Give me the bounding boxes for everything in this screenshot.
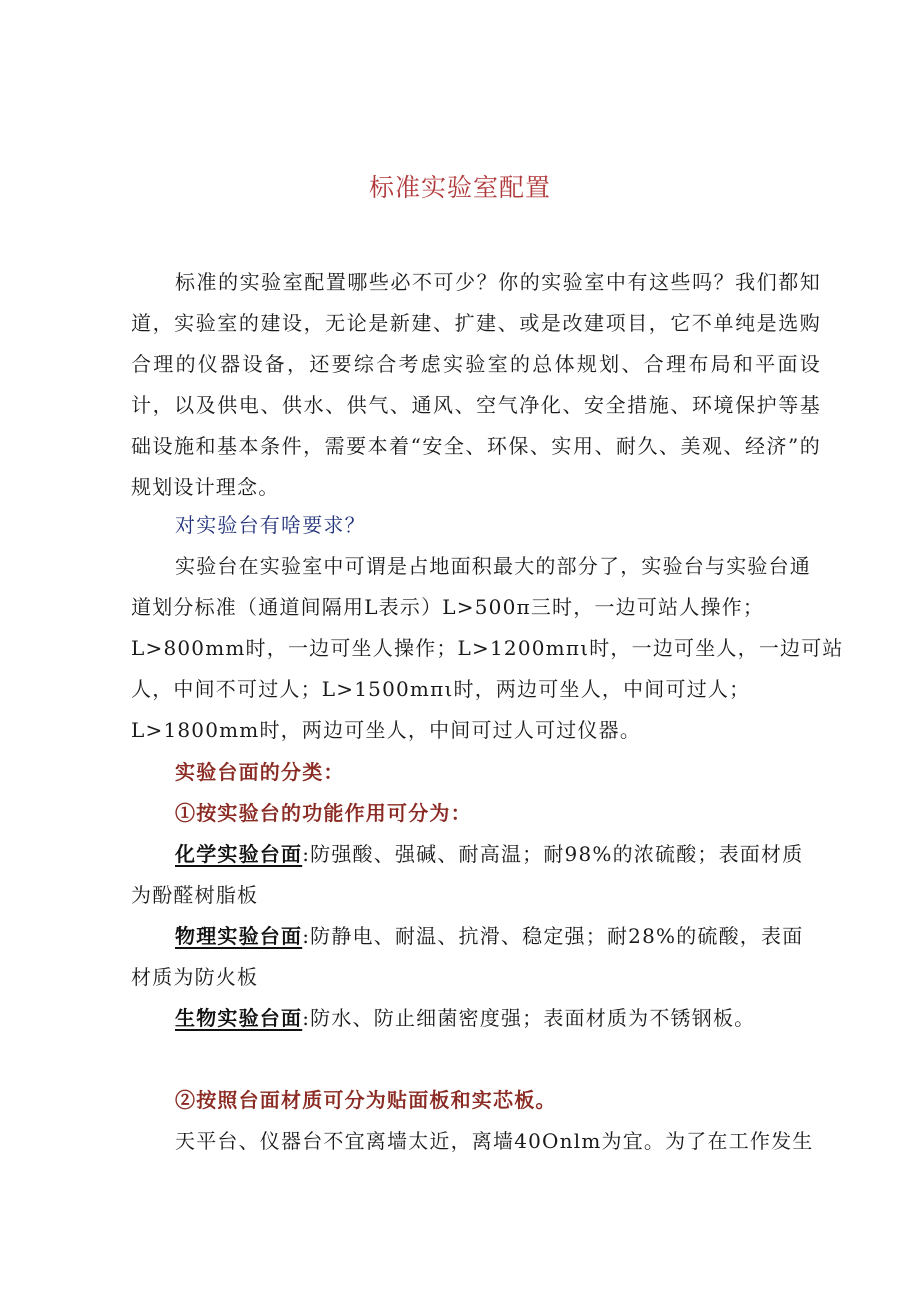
workbench-line-5: L>1800mm时，两边可坐人，中间可过人可过仪器。 [131,718,642,742]
subheading-by-material: ②按照台面材质可分为贴面板和实芯板。 [175,1088,557,1112]
section-heading-classification: 实验台面的分类： [175,760,345,784]
item-biology-label: 生物实验台面 [175,1006,303,1030]
item-chemistry-desc: :防强酸、强碱、耐高温；耐98%的浓硫酸；表面材质 [302,842,804,866]
item-physics-desc: :防静电、耐温、抗滑、稳定强；耐28%的硫酸，表面 [302,924,804,948]
item-physics-label: 物理实验台面 [175,924,303,948]
item-physics-line-1 [175,916,803,957]
workbench-line-4: 人，中间不可过人；L>1500mπι时，两边可坐人，中间可过人； [131,677,751,701]
item-physics-line-2: 材质为防火板 [131,965,259,989]
item-chemistry-line-2: 为酚醛树脂板 [131,883,259,907]
subheading-by-function: ①按实验台的功能作用可分为： [175,801,472,825]
section-heading-workbench: 对实验台有啥要求？ [175,513,366,537]
item-chemistry-label: 化学实验台面 [175,842,303,866]
item-biology-line-1 [175,998,755,1039]
workbench-line-3: L>800mm时，一边可坐人操作；L>1200mπι时，一边可坐人，一边可站 [131,636,844,660]
workbench-line-2: 道划分标准（通道间隔用L表示）L>500π三时，一边可站人操作； [131,595,765,619]
item-biology-desc: :防水、防止细菌密度强；表面材质为不锈钢板。 [302,1006,756,1030]
workbench-line-1: 实验台在实验室中可谓是占地面积最大的部分了，实验台与实验台通 [175,554,811,578]
balance-table-line: 天平台、仪器台不宜离墙太近，离墙40Onlm为宜。为了在工作发生 [175,1129,814,1153]
page-title: 标准实验室配置 [368,173,551,202]
item-chemistry-line-1 [175,834,803,875]
intro-paragraph: 标准的实验室配置哪些必不可少？你的实验室中有这些吗？我们都知道，实验室的建设，无论是新建、扩建、或是改建项目，它不单纯是选购合理的仪器设备，还要综合考虑实验室的总体规划、合理布局和平面设计，以及供电、供水、供气、通风、空气净化、安全措施、环境保护等基础设施和基本条件，需要本着“安全、环保、实用、耐久、美观、经济”的规划设计理念。 [131,270,821,499]
